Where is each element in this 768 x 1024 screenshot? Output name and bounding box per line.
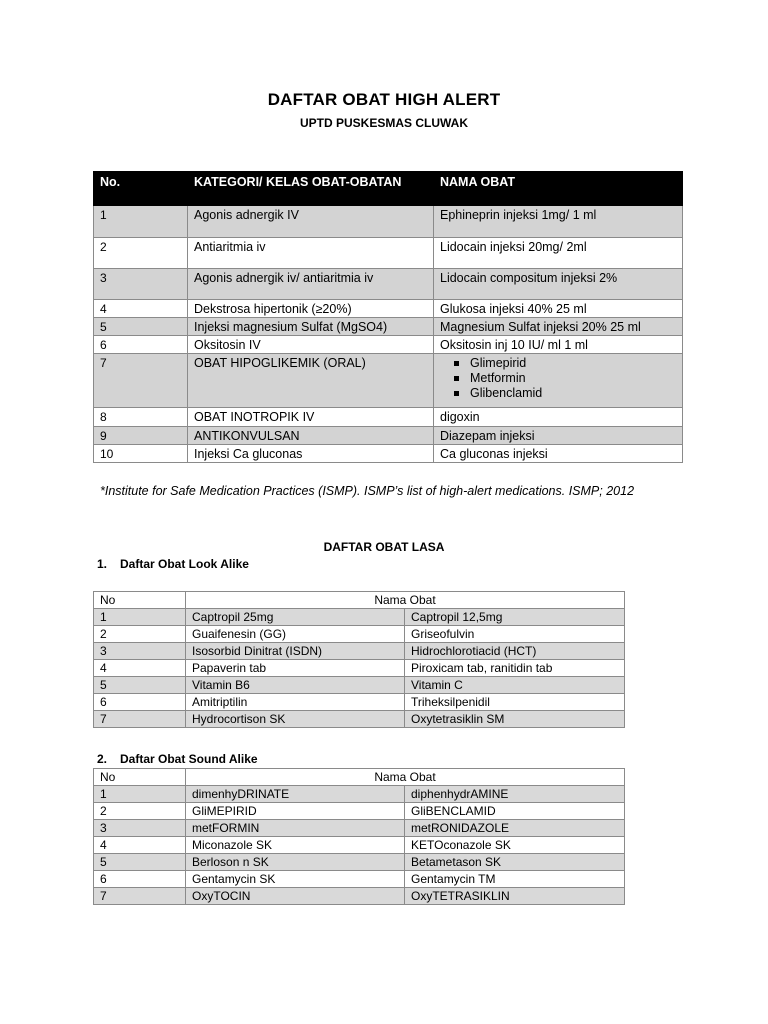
- section-heading-text: Daftar Obat Look Alike: [120, 557, 249, 571]
- table-row: [94, 238, 683, 269]
- col-header-nama-obat: NAMA OBAT: [434, 172, 683, 206]
- table-row: [94, 854, 625, 871]
- look-alike-header-row: [94, 592, 625, 609]
- table-row: [94, 820, 625, 837]
- row-no: 3: [94, 820, 186, 837]
- row-drug-a: metFORMIN: [186, 820, 405, 837]
- row-no: 4: [94, 300, 188, 318]
- sound-alike-heading: [97, 752, 258, 766]
- row-drug-a: GliMEPIRID: [186, 803, 405, 820]
- reference-note: *Institute for Safe Medication Practices (ISMP). ISMP’s list of high-alert medications. ISMP; 2012: [100, 484, 635, 498]
- table-row: [94, 609, 625, 626]
- row-nama-obat: Ephineprin injeksi 1mg/ 1 ml: [434, 206, 683, 238]
- row-no: 7: [94, 354, 188, 408]
- row-kategori: Agonis adnergik IV: [188, 206, 434, 238]
- row-nama-obat: Ca gluconas injeksi: [434, 445, 683, 463]
- row-drug-b: GliBENCLAMID: [405, 803, 625, 820]
- row-no: 5: [94, 677, 186, 694]
- row-no: 8: [94, 408, 188, 427]
- high-alert-table: [93, 171, 683, 463]
- row-no: 9: [94, 427, 188, 445]
- row-nama-obat: Diazepam injeksi: [434, 427, 683, 445]
- table-row: [94, 354, 683, 408]
- row-no: 3: [94, 643, 186, 660]
- row-no: 2: [94, 626, 186, 643]
- row-kategori: OBAT HIPOGLIKEMIK (ORAL): [188, 354, 434, 408]
- row-drug-a: OxyTOCIN: [186, 888, 405, 905]
- row-drug-b: Captropil 12,5mg: [405, 609, 625, 626]
- list-item: Glibenclamid: [470, 386, 676, 401]
- row-drug-b: OxyTETRASIKLIN: [405, 888, 625, 905]
- sound-alike-table: [93, 768, 625, 905]
- row-nama-obat: Oksitosin inj 10 IU/ ml 1 ml: [434, 336, 683, 354]
- section-number: 1.: [97, 557, 108, 571]
- table-row: [94, 660, 625, 677]
- row-drug-a: Gentamycin SK: [186, 871, 405, 888]
- row-no: 6: [94, 871, 186, 888]
- row-no: 1: [94, 206, 188, 238]
- list-item: Glimepirid: [470, 356, 676, 371]
- row-kategori: Injeksi magnesium Sulfat (MgSO4): [188, 318, 434, 336]
- row-drug-b: Gentamycin TM: [405, 871, 625, 888]
- row-nama-obat: digoxin: [434, 408, 683, 427]
- row-nama-obat-list: [434, 354, 683, 408]
- row-no: 10: [94, 445, 188, 463]
- page-title: DAFTAR OBAT HIGH ALERT: [267, 90, 501, 109]
- row-drug-b: metRONIDAZOLE: [405, 820, 625, 837]
- table-row: [94, 427, 683, 445]
- table-row: [94, 694, 625, 711]
- row-drug-a: Isosorbid Dinitrat (ISDN): [186, 643, 405, 660]
- row-drug-a: Vitamin B6: [186, 677, 405, 694]
- row-drug-b: diphenhydrAMINE: [405, 786, 625, 803]
- table-row: [94, 803, 625, 820]
- col-header-no: No.: [94, 172, 188, 206]
- row-no: 7: [94, 711, 186, 728]
- section-heading-text: Daftar Obat Sound Alike: [120, 752, 258, 766]
- col-header-no: No: [94, 592, 186, 609]
- row-no: 1: [94, 609, 186, 626]
- look-alike-table: [93, 591, 625, 728]
- row-drug-a: dimenhyDRINATE: [186, 786, 405, 803]
- row-nama-obat: Lidocain compositum injeksi 2%: [434, 269, 683, 300]
- lasa-title: DAFTAR OBAT LASA: [323, 540, 445, 554]
- row-no: 4: [94, 660, 186, 677]
- table-row: [94, 445, 683, 463]
- row-drug-b: Oxytetrasiklin SM: [405, 711, 625, 728]
- row-nama-obat: Glukosa injeksi 40% 25 ml: [434, 300, 683, 318]
- row-nama-obat: Magnesium Sulfat injeksi 20% 25 ml: [434, 318, 683, 336]
- row-no: 2: [94, 803, 186, 820]
- look-alike-heading: [97, 557, 249, 571]
- row-nama-obat: Lidocain injeksi 20mg/ 2ml: [434, 238, 683, 269]
- row-no: 6: [94, 336, 188, 354]
- section-number: 2.: [97, 752, 108, 766]
- table-row: [94, 711, 625, 728]
- row-kategori: Antiaritmia iv: [188, 238, 434, 269]
- table-row: [94, 318, 683, 336]
- table-row: [94, 888, 625, 905]
- col-header-no: No: [94, 769, 186, 786]
- col-header-nama-obat: Nama Obat: [186, 592, 625, 609]
- drug-list: [440, 356, 676, 401]
- row-drug-a: Guaifenesin (GG): [186, 626, 405, 643]
- table-row: [94, 626, 625, 643]
- row-drug-b: Piroxicam tab, ranitidin tab: [405, 660, 625, 677]
- row-drug-a: Papaverin tab: [186, 660, 405, 677]
- table-row: [94, 786, 625, 803]
- table-row: [94, 871, 625, 888]
- row-no: 3: [94, 269, 188, 300]
- table-row: [94, 408, 683, 427]
- row-drug-b: Hidrochlorotiacid (HCT): [405, 643, 625, 660]
- table-row: [94, 206, 683, 238]
- row-drug-a: Captropil 25mg: [186, 609, 405, 626]
- table-row: [94, 336, 683, 354]
- row-no: 2: [94, 238, 188, 269]
- row-kategori: Agonis adnergik iv/ antiaritmia iv: [188, 269, 434, 300]
- list-item: Metformin: [470, 371, 676, 386]
- row-no: 5: [94, 854, 186, 871]
- table-row: [94, 269, 683, 300]
- row-drug-a: Miconazole SK: [186, 837, 405, 854]
- table-row: [94, 643, 625, 660]
- page-subtitle: UPTD PUSKESMAS CLUWAK: [299, 116, 468, 130]
- col-header-kategori: KATEGORI/ KELAS OBAT-OBATAN: [188, 172, 434, 206]
- col-header-nama-obat: Nama Obat: [186, 769, 625, 786]
- row-drug-b: Triheksilpenidil: [405, 694, 625, 711]
- row-no: 5: [94, 318, 188, 336]
- table-row: [94, 837, 625, 854]
- row-no: 7: [94, 888, 186, 905]
- table-row: [94, 677, 625, 694]
- row-kategori: Dekstrosa hipertonik (≥20%): [188, 300, 434, 318]
- row-kategori: Injeksi Ca gluconas: [188, 445, 434, 463]
- row-drug-b: KETOconazole SK: [405, 837, 625, 854]
- row-no: 4: [94, 837, 186, 854]
- row-kategori: ANTIKONVULSAN: [188, 427, 434, 445]
- high-alert-header-row: [94, 172, 683, 206]
- row-drug-a: Berloson n SK: [186, 854, 405, 871]
- sound-alike-header-row: [94, 769, 625, 786]
- row-drug-b: Betametason SK: [405, 854, 625, 871]
- row-no: 1: [94, 786, 186, 803]
- row-drug-a: Hydrocortison SK: [186, 711, 405, 728]
- row-kategori: Oksitosin IV: [188, 336, 434, 354]
- row-drug-b: Vitamin C: [405, 677, 625, 694]
- row-kategori: OBAT INOTROPIK IV: [188, 408, 434, 427]
- table-row: [94, 300, 683, 318]
- row-drug-b: Griseofulvin: [405, 626, 625, 643]
- row-drug-a: Amitriptilin: [186, 694, 405, 711]
- row-no: 6: [94, 694, 186, 711]
